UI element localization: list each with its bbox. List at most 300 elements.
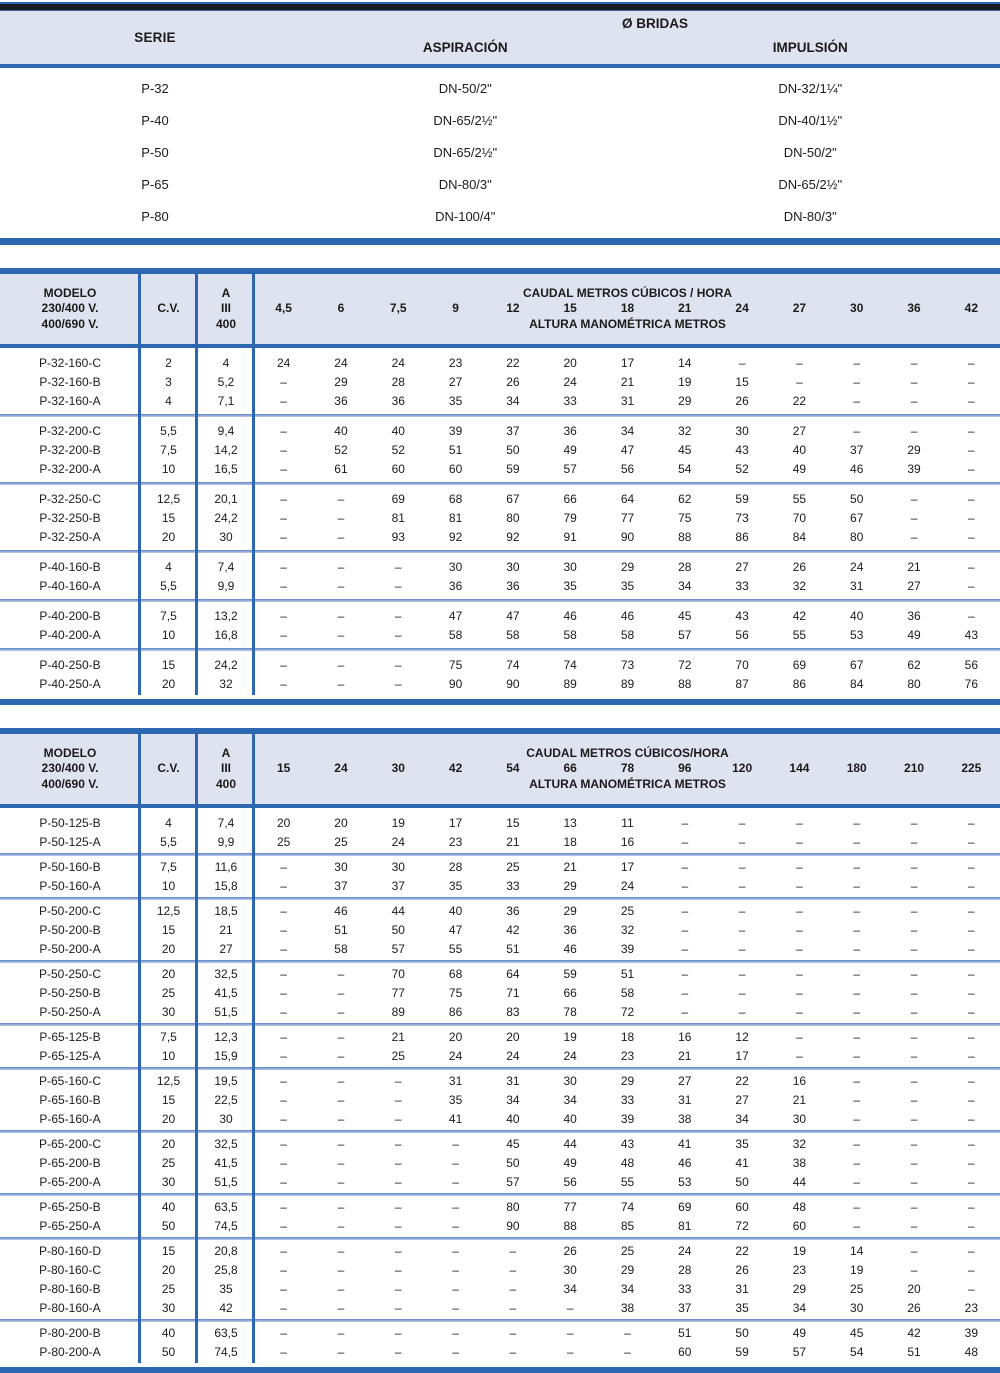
- value-cell: –: [484, 1345, 541, 1359]
- pump-row: [0, 421, 1000, 440]
- value-cell: 35: [427, 1093, 484, 1107]
- value-cell: –: [427, 1301, 484, 1315]
- pump-row: [0, 1071, 1000, 1090]
- value-cell: –: [599, 1345, 656, 1359]
- value-cell: –: [885, 511, 942, 525]
- value-cell: 74: [599, 1200, 656, 1214]
- model-cell: P-50-250-C: [0, 967, 140, 981]
- pump-row: [0, 1134, 1000, 1153]
- flow-column-header: 120: [713, 761, 770, 777]
- value-cell: 40: [542, 1112, 599, 1126]
- flow-column-header: 54: [484, 761, 541, 777]
- value-cell: –: [656, 904, 713, 918]
- value-cell: 20: [542, 356, 599, 370]
- value-cell: 74: [542, 658, 599, 672]
- value-cell: 80: [484, 511, 541, 525]
- value-cell: –: [255, 1244, 312, 1258]
- value-cell: –: [656, 860, 713, 874]
- value-cell: 46: [542, 942, 599, 956]
- value-cell: –: [255, 628, 312, 642]
- value-cell: 20: [255, 816, 312, 830]
- bridas-row: [0, 136, 1000, 168]
- value-cell: –: [484, 1326, 541, 1340]
- performance-table-p32-p40: [0, 268, 1000, 705]
- pump-row: [0, 489, 1000, 508]
- value-cell: –: [828, 1156, 885, 1170]
- value-cell: 51: [427, 443, 484, 457]
- value-cell: 70: [713, 658, 770, 672]
- value-cell: 44: [542, 1137, 599, 1151]
- value-cell: 33: [484, 879, 541, 893]
- value-cell: –: [427, 1175, 484, 1189]
- value-cell: 29: [599, 1074, 656, 1088]
- value-cell: 15: [713, 375, 770, 389]
- value-cell: 46: [599, 609, 656, 623]
- model-cell: P-80-200-B: [0, 1326, 140, 1340]
- value-cell: 59: [713, 1345, 770, 1359]
- value-cell: 79: [542, 511, 599, 525]
- value-cell: –: [255, 1049, 312, 1063]
- amps-cell: 21: [197, 923, 255, 937]
- value-cell: –: [885, 375, 942, 389]
- value-cell: 50: [484, 443, 541, 457]
- value-cell: –: [885, 904, 942, 918]
- value-cell: –: [771, 967, 828, 981]
- value-cell: –: [656, 816, 713, 830]
- value-cell: –: [828, 923, 885, 937]
- amps-cell: 4: [197, 356, 255, 370]
- value-cell: –: [828, 879, 885, 893]
- performance-table-p50-p65-p80: [0, 728, 1000, 1373]
- pump-row: [0, 939, 1000, 958]
- model-cell: P-40-200-A: [0, 628, 140, 642]
- model-cell: P-40-160-A: [0, 579, 140, 593]
- amps-cell: 42: [197, 1301, 255, 1315]
- value-cell: –: [656, 986, 713, 1000]
- value-cell: –: [370, 1112, 427, 1126]
- flow-column-header: 15: [255, 761, 312, 777]
- value-cell: –: [943, 394, 1000, 408]
- cv-cell: 25: [140, 1282, 197, 1296]
- model-cell: P-50-250-B: [0, 986, 140, 1000]
- cv-cell: 30: [140, 1175, 197, 1189]
- bridas-body: [0, 68, 1000, 238]
- amps-cell: 32,5: [197, 967, 255, 981]
- flow-column-header: 12: [484, 301, 541, 317]
- value-cell: 41: [713, 1156, 770, 1170]
- value-cell: 34: [484, 1093, 541, 1107]
- value-cell: –: [312, 967, 369, 981]
- value-cell: 34: [542, 1282, 599, 1296]
- value-cell: –: [255, 1282, 312, 1296]
- value-cell: –: [312, 1326, 369, 1340]
- value-cell: 54: [828, 1345, 885, 1359]
- value-cell: 34: [713, 1112, 770, 1126]
- value-cell: –: [943, 1282, 1000, 1296]
- amps-cell: 27: [197, 942, 255, 956]
- flow-column-header: 9: [427, 301, 484, 317]
- cv-cell: 2: [140, 356, 197, 370]
- value-cell: 68: [427, 967, 484, 981]
- value-cell: –: [885, 356, 942, 370]
- amps-cell: 32: [197, 677, 255, 691]
- value-cell: –: [255, 609, 312, 623]
- value-cell: –: [885, 816, 942, 830]
- model-cell: P-50-200-C: [0, 904, 140, 918]
- flow-column-header: 96: [656, 761, 713, 777]
- value-cell: –: [713, 835, 770, 849]
- value-cell: 30: [542, 1263, 599, 1277]
- value-cell: 18: [542, 835, 599, 849]
- value-cell: 55: [771, 492, 828, 506]
- value-cell: 89: [599, 677, 656, 691]
- value-cell: –: [370, 1175, 427, 1189]
- pump-row: [0, 1241, 1000, 1260]
- flow-column-header: 42: [427, 761, 484, 777]
- model-cell: P-65-125-B: [0, 1030, 140, 1044]
- amps-cell: 13,2: [197, 609, 255, 623]
- value-cell: 76: [943, 677, 1000, 691]
- value-cell: –: [885, 1030, 942, 1044]
- value-cell: –: [656, 835, 713, 849]
- value-cell: 29: [312, 375, 369, 389]
- value-cell: –: [255, 1112, 312, 1126]
- group-separator: [0, 1023, 1000, 1026]
- value-cell: 54: [656, 462, 713, 476]
- value-cell: –: [255, 375, 312, 389]
- value-cell: 32: [771, 579, 828, 593]
- pump-row: [0, 459, 1000, 478]
- value-cell: –: [943, 816, 1000, 830]
- value-cell: –: [885, 923, 942, 937]
- value-cell: 14: [656, 356, 713, 370]
- value-cell: 56: [542, 1175, 599, 1189]
- value-cell: 62: [656, 492, 713, 506]
- cv-cell: 12,5: [140, 492, 197, 506]
- value-cell: –: [255, 492, 312, 506]
- value-cell: 72: [713, 1219, 770, 1233]
- caudal-title: CAUDAL METROS CÚBICOS / HORA: [255, 286, 1000, 302]
- value-cell: 92: [427, 530, 484, 544]
- amps-cell: 74,5: [197, 1219, 255, 1233]
- value-cell: 66: [542, 986, 599, 1000]
- amps-label-a: A: [197, 746, 255, 762]
- amps-cell: 24,2: [197, 658, 255, 672]
- value-cell: 87: [713, 677, 770, 691]
- amps-cell: 7,4: [197, 560, 255, 574]
- value-cell: 36: [885, 609, 942, 623]
- value-cell: 49: [885, 628, 942, 642]
- value-cell: –: [312, 628, 369, 642]
- value-cell: –: [943, 609, 1000, 623]
- flow-column-header: 36: [885, 301, 942, 317]
- value-cell: –: [370, 1156, 427, 1170]
- model-cell: P-80-160-C: [0, 1263, 140, 1277]
- value-cell: 12: [713, 1030, 770, 1044]
- value-cell: –: [943, 560, 1000, 574]
- pump-row: [0, 674, 1000, 693]
- value-cell: 37: [370, 879, 427, 893]
- serie-column-header: SERIE: [0, 11, 310, 64]
- value-cell: –: [312, 1156, 369, 1170]
- value-cell: 91: [542, 530, 599, 544]
- value-cell: 16: [599, 835, 656, 849]
- cv-cell: 25: [140, 1156, 197, 1170]
- cv-cell: 7,5: [140, 443, 197, 457]
- value-cell: –: [828, 394, 885, 408]
- value-cell: –: [370, 1244, 427, 1258]
- pump-row: [0, 353, 1000, 372]
- value-cell: –: [885, 1049, 942, 1063]
- value-cell: –: [484, 1282, 541, 1296]
- amps-column-header: [197, 734, 255, 804]
- value-cell: 25: [599, 1244, 656, 1258]
- model-cell: P-65-200-A: [0, 1175, 140, 1189]
- value-cell: –: [542, 1326, 599, 1340]
- value-cell: –: [943, 1005, 1000, 1019]
- value-cell: –: [427, 1326, 484, 1340]
- value-cell: 80: [828, 530, 885, 544]
- value-cell: –: [542, 1301, 599, 1315]
- value-cell: 69: [771, 658, 828, 672]
- modelo-label: MODELO: [0, 746, 140, 762]
- value-cell: 89: [542, 677, 599, 691]
- flow-column-header: 24: [312, 761, 369, 777]
- top-bar: [0, 2, 1000, 11]
- value-cell: 30: [771, 1112, 828, 1126]
- value-cell: 40: [484, 1112, 541, 1126]
- bridas-row: [0, 72, 1000, 104]
- flow-column-header: 30: [370, 761, 427, 777]
- value-cell: 46: [656, 1156, 713, 1170]
- value-cell: 43: [943, 628, 1000, 642]
- cv-cell: 15: [140, 923, 197, 937]
- value-cell: –: [312, 1200, 369, 1214]
- value-cell: –: [370, 1137, 427, 1151]
- value-cell: 39: [599, 1112, 656, 1126]
- pump-row: [0, 391, 1000, 410]
- value-cell: –: [885, 530, 942, 544]
- value-cell: –: [771, 904, 828, 918]
- value-cell: –: [255, 1175, 312, 1189]
- value-cell: –: [713, 967, 770, 981]
- value-cell: 43: [713, 443, 770, 457]
- value-cell: –: [828, 1030, 885, 1044]
- value-cell: 35: [713, 1301, 770, 1315]
- cv-cell: 12,5: [140, 904, 197, 918]
- value-cell: 30: [542, 560, 599, 574]
- value-cell: 81: [656, 1219, 713, 1233]
- amps-label-400: 400: [197, 777, 255, 793]
- amps-cell: 15,8: [197, 879, 255, 893]
- value-cell: 43: [599, 1137, 656, 1151]
- pump-row: [0, 527, 1000, 546]
- pump-row: [0, 983, 1000, 1002]
- value-cell: 26: [484, 375, 541, 389]
- value-cell: –: [771, 879, 828, 893]
- pump-row: [0, 876, 1000, 895]
- group-separator: [0, 599, 1000, 602]
- serie-cell: P-32: [0, 81, 310, 96]
- value-cell: –: [656, 923, 713, 937]
- value-cell: –: [943, 579, 1000, 593]
- value-cell: 38: [599, 1301, 656, 1315]
- cv-column-header: [140, 734, 197, 804]
- value-cell: –: [943, 1219, 1000, 1233]
- cv-cell: 5,5: [140, 424, 197, 438]
- model-cell: P-32-200-B: [0, 443, 140, 457]
- value-cell: 29: [599, 560, 656, 574]
- value-cell: 20: [312, 816, 369, 830]
- value-cell: –: [255, 986, 312, 1000]
- impulsion-cell: DN-50/2": [621, 145, 1000, 160]
- value-cell: 25: [370, 1049, 427, 1063]
- value-cell: 31: [599, 394, 656, 408]
- value-cell: –: [312, 986, 369, 1000]
- pump-row: [0, 1027, 1000, 1046]
- value-cell: –: [312, 1301, 369, 1315]
- value-cell: –: [312, 1263, 369, 1277]
- value-cell: –: [255, 560, 312, 574]
- value-cell: 47: [484, 609, 541, 623]
- value-cell: 60: [370, 462, 427, 476]
- value-cell: 30: [828, 1301, 885, 1315]
- bridas-table: [0, 2, 1000, 245]
- value-cell: 26: [771, 560, 828, 574]
- pump-row: [0, 1197, 1000, 1216]
- value-cell: –: [255, 443, 312, 457]
- value-cell: –: [255, 677, 312, 691]
- value-cell: 60: [713, 1200, 770, 1214]
- value-cell: –: [885, 1244, 942, 1258]
- value-cell: 51: [885, 1345, 942, 1359]
- value-cell: 42: [885, 1326, 942, 1340]
- value-cell: –: [885, 492, 942, 506]
- value-cell: 77: [599, 511, 656, 525]
- value-cell: 67: [484, 492, 541, 506]
- value-cell: –: [713, 1005, 770, 1019]
- model-cell: P-32-250-B: [0, 511, 140, 525]
- value-cell: 23: [771, 1263, 828, 1277]
- value-cell: 21: [885, 560, 942, 574]
- value-cell: 44: [370, 904, 427, 918]
- value-cell: –: [943, 424, 1000, 438]
- amps-cell: 9,9: [197, 579, 255, 593]
- value-cell: 53: [656, 1175, 713, 1189]
- value-cell: 21: [542, 860, 599, 874]
- value-cell: 45: [484, 1137, 541, 1151]
- value-cell: –: [484, 1301, 541, 1315]
- value-cell: 89: [370, 1005, 427, 1019]
- pump-row: [0, 1046, 1000, 1065]
- value-cell: 16: [771, 1074, 828, 1088]
- value-cell: 24: [484, 1049, 541, 1063]
- value-cell: 57: [542, 462, 599, 476]
- value-cell: –: [255, 530, 312, 544]
- value-cell: 67: [828, 658, 885, 672]
- impulsion-cell: DN-65/2½": [621, 177, 1000, 192]
- value-cell: 17: [599, 860, 656, 874]
- value-cell: –: [943, 942, 1000, 956]
- value-cell: –: [943, 967, 1000, 981]
- value-cell: –: [312, 1345, 369, 1359]
- value-cell: 41: [427, 1112, 484, 1126]
- voltage-label-2: 400/690 V.: [0, 777, 140, 793]
- altura-title: ALTURA MANOMÉTRICA METROS: [255, 777, 1000, 793]
- value-cell: –: [885, 860, 942, 874]
- value-cell: –: [312, 1005, 369, 1019]
- value-cell: 45: [828, 1326, 885, 1340]
- value-cell: –: [943, 462, 1000, 476]
- model-cell: P-32-160-A: [0, 394, 140, 408]
- value-cell: –: [656, 879, 713, 893]
- value-cell: 49: [542, 1156, 599, 1170]
- value-cell: 37: [312, 879, 369, 893]
- model-cell: P-50-125-A: [0, 835, 140, 849]
- value-cell: –: [943, 492, 1000, 506]
- value-cell: 88: [656, 530, 713, 544]
- group-separator: [0, 897, 1000, 900]
- value-cell: 21: [771, 1093, 828, 1107]
- value-cell: 23: [427, 356, 484, 370]
- flow-column-header: 180: [828, 761, 885, 777]
- model-cell: P-50-200-A: [0, 942, 140, 956]
- value-cell: –: [943, 904, 1000, 918]
- value-cell: –: [943, 1137, 1000, 1151]
- value-cell: –: [370, 1326, 427, 1340]
- value-cell: –: [943, 835, 1000, 849]
- group-separator: [0, 1237, 1000, 1240]
- value-cell: 45: [656, 443, 713, 457]
- value-cell: 47: [427, 923, 484, 937]
- pump-row: [0, 901, 1000, 920]
- value-cell: 51: [312, 923, 369, 937]
- value-cell: –: [427, 1156, 484, 1170]
- value-cell: 28: [427, 860, 484, 874]
- value-cell: –: [885, 1263, 942, 1277]
- value-cell: –: [885, 879, 942, 893]
- model-cell: P-80-160-A: [0, 1301, 140, 1315]
- value-cell: 49: [542, 443, 599, 457]
- value-cell: 30: [484, 560, 541, 574]
- value-cell: –: [771, 942, 828, 956]
- value-cell: –: [943, 511, 1000, 525]
- value-cell: –: [312, 658, 369, 672]
- value-cell: 28: [370, 375, 427, 389]
- aspiracion-cell: DN-65/2½": [310, 145, 621, 160]
- value-cell: –: [255, 1030, 312, 1044]
- value-cell: –: [771, 1005, 828, 1019]
- performance-table-header: [0, 734, 1000, 804]
- group-separator: [0, 1130, 1000, 1133]
- amps-cell: 12,3: [197, 1030, 255, 1044]
- value-cell: 49: [771, 1326, 828, 1340]
- amps-cell: 18,5: [197, 904, 255, 918]
- value-cell: 51: [599, 967, 656, 981]
- value-cell: –: [771, 1030, 828, 1044]
- value-cell: 44: [771, 1175, 828, 1189]
- value-cell: –: [312, 1030, 369, 1044]
- value-cell: 86: [771, 677, 828, 691]
- value-cell: –: [771, 860, 828, 874]
- aspiracion-cell: DN-80/3": [310, 177, 621, 192]
- value-cell: –: [771, 356, 828, 370]
- value-cell: –: [312, 1219, 369, 1233]
- value-cell: 62: [885, 658, 942, 672]
- value-cell: –: [542, 1345, 599, 1359]
- model-cell: P-80-160-D: [0, 1244, 140, 1258]
- value-cell: –: [828, 1074, 885, 1088]
